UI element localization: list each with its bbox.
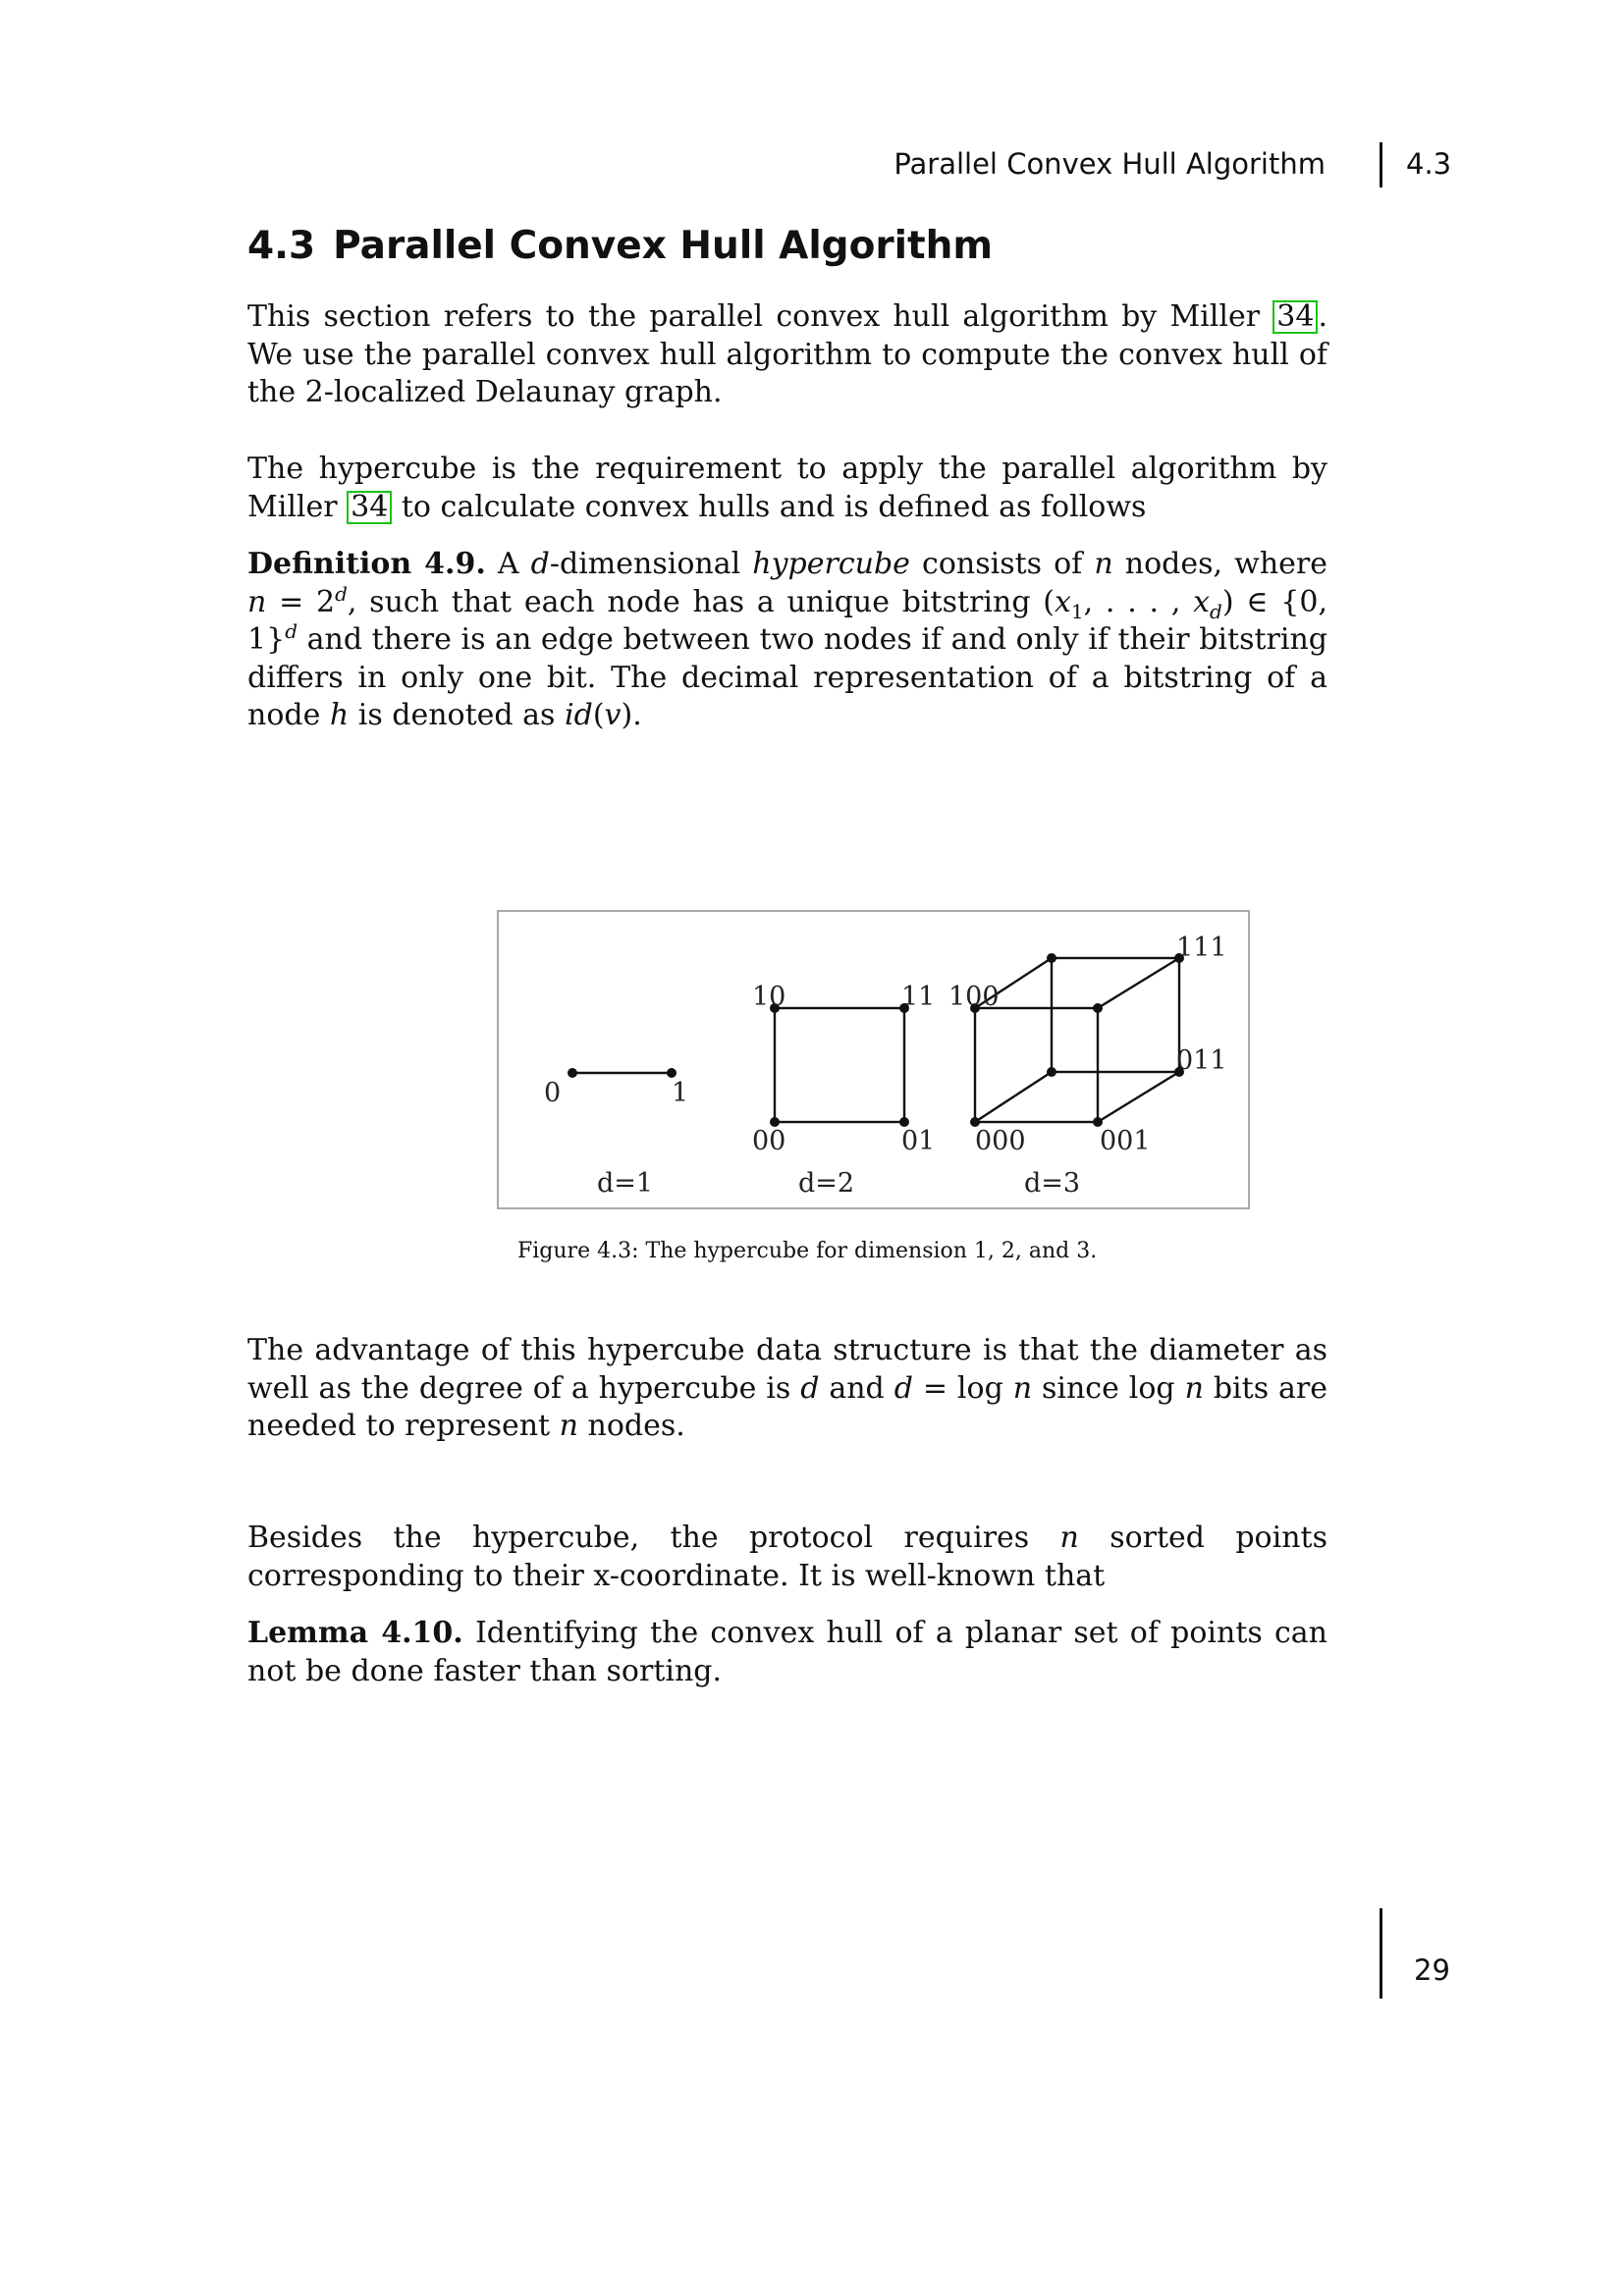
edge-square-d2 bbox=[775, 1008, 904, 1122]
node-label: 10 bbox=[752, 982, 786, 1012]
node-label: 1 bbox=[672, 1078, 689, 1108]
hypercube-figure bbox=[497, 910, 1250, 1209]
math: = log bbox=[912, 1370, 1013, 1406]
def-math: , . . . , bbox=[1083, 584, 1194, 619]
def-text: -dimensional bbox=[549, 547, 753, 581]
para4-text: bits are needed to represent bbox=[247, 1370, 1328, 1443]
edge-cube-connect bbox=[1098, 1072, 1179, 1122]
figure-caption: Figure 4.3: The hypercube for dimension 1, 2, and 3. bbox=[517, 1239, 1098, 1263]
node-label: 011 bbox=[1176, 1045, 1227, 1076]
para5-text: Besides the hypercube, the protocol requires bbox=[247, 1521, 1060, 1555]
def-term: hypercube bbox=[752, 547, 910, 581]
def-math-sup: d bbox=[335, 581, 348, 606]
edge-cube-connect bbox=[1098, 958, 1179, 1008]
page-number: 29 bbox=[1414, 1953, 1450, 1987]
def-math-n: n bbox=[1094, 547, 1113, 581]
para2-text: The hypercube is the requirement to apply the parallel algorithm by Miller bbox=[247, 452, 1327, 524]
def-math-x: x bbox=[1054, 584, 1071, 619]
math-d: d bbox=[800, 1370, 820, 1406]
lemma-label: Lemma 4.10. bbox=[247, 1616, 463, 1650]
node-d1 bbox=[568, 1068, 577, 1078]
node-label: 00 bbox=[752, 1126, 786, 1156]
edge-cube-connect bbox=[975, 1072, 1052, 1122]
def-math-sub: 1 bbox=[1070, 599, 1084, 623]
def-math: = 2 bbox=[266, 584, 336, 619]
def-math: ). bbox=[621, 698, 642, 732]
lemma-text: Identifying the convex hull of a planar set of points can not be done faster than sorting. bbox=[247, 1616, 1327, 1688]
para1-text: This section refers to the parallel convex hull algorithm by Miller bbox=[247, 299, 1273, 334]
def-math-x: x bbox=[1193, 584, 1211, 619]
node-d3 bbox=[1047, 953, 1056, 963]
math-d: d bbox=[893, 1370, 913, 1406]
dimension-label: d=1 bbox=[597, 1168, 654, 1199]
dimension-label: d=3 bbox=[1024, 1168, 1081, 1199]
para1-text-after: . We use the parallel convex hull algorithm to compute the convex hull of the 2-localized Delaunay graph. bbox=[247, 299, 1327, 409]
lemma-block bbox=[247, 1615, 1327, 1690]
para4-text: since log bbox=[1032, 1370, 1185, 1406]
node-d3 bbox=[1093, 1003, 1103, 1013]
section-title: Parallel Convex Hull Algorithm bbox=[333, 224, 994, 268]
def-math-n: n bbox=[247, 584, 267, 619]
def-math-sup: d bbox=[285, 619, 298, 643]
citation-link[interactable]: 34 bbox=[347, 491, 392, 524]
edge-cube-back bbox=[1052, 958, 1179, 1072]
def-math-id: id bbox=[565, 698, 593, 732]
math-n: n bbox=[1059, 1521, 1079, 1555]
node-d1 bbox=[667, 1068, 677, 1078]
paragraph-sorted-points bbox=[247, 1520, 1327, 1595]
para4-text: The advantage of this hypercube data structure is that the diameter as well as the degree of a hypercube is bbox=[247, 1333, 1327, 1406]
def-text: consists of bbox=[909, 547, 1095, 581]
para2-text-after: to calculate convex hulls and is defined as follows bbox=[392, 489, 1147, 524]
section-heading bbox=[247, 224, 993, 268]
paragraph-intro bbox=[247, 298, 1327, 412]
node-label: 0 bbox=[544, 1078, 562, 1108]
node-label: 000 bbox=[975, 1126, 1026, 1156]
math-n: n bbox=[1012, 1370, 1033, 1406]
def-math-sub: d bbox=[1210, 599, 1222, 623]
def-math: ) ∈ {0, 1} bbox=[247, 584, 1327, 657]
running-head-title: Parallel Convex Hull Algorithm bbox=[893, 147, 1326, 181]
paragraph-hypercube-requirement bbox=[247, 451, 1327, 526]
para4-text: nodes. bbox=[577, 1409, 685, 1443]
header-rule bbox=[1380, 142, 1382, 187]
dimension-label: d=2 bbox=[798, 1168, 855, 1199]
def-text: and there is an edge between two nodes if and only if their bitstring differs in only one bit. The decimal representation of a bitstring of a node bbox=[247, 622, 1327, 732]
def-text: A bbox=[485, 547, 531, 581]
footer-rule bbox=[1380, 1908, 1382, 1999]
running-head-section-number: 4.3 bbox=[1406, 147, 1452, 181]
node-label: 111 bbox=[1176, 933, 1227, 963]
math-n: n bbox=[1184, 1370, 1204, 1406]
paragraph-hypercube-advantage bbox=[247, 1332, 1327, 1446]
node-label: 01 bbox=[901, 1126, 936, 1156]
para5-text: sorted points corresponding to their x-coordinate. It is well-known that bbox=[247, 1521, 1327, 1593]
def-text: , such that each node has a unique bitstring ( bbox=[347, 584, 1055, 619]
definition-label: Definition 4.9. bbox=[247, 547, 486, 581]
math-n: n bbox=[559, 1409, 578, 1443]
node-label: 11 bbox=[901, 982, 936, 1012]
def-math-v: v bbox=[604, 698, 622, 732]
def-math: ( bbox=[592, 698, 605, 732]
def-text: is denoted as bbox=[349, 698, 565, 732]
para4-text: and bbox=[819, 1370, 894, 1406]
hypercube-diagram bbox=[499, 912, 1252, 1211]
def-text: nodes, where bbox=[1112, 547, 1327, 581]
node-label: 100 bbox=[948, 982, 1000, 1012]
section-number: 4.3 bbox=[247, 224, 316, 268]
edge-cube-front bbox=[975, 1008, 1098, 1122]
def-math-d: d bbox=[530, 547, 550, 581]
def-math-h: h bbox=[329, 698, 350, 732]
node-d3 bbox=[1047, 1067, 1056, 1077]
node-label: 001 bbox=[1100, 1126, 1151, 1156]
citation-link[interactable]: 34 bbox=[1272, 300, 1318, 334]
definition-block bbox=[247, 546, 1327, 735]
